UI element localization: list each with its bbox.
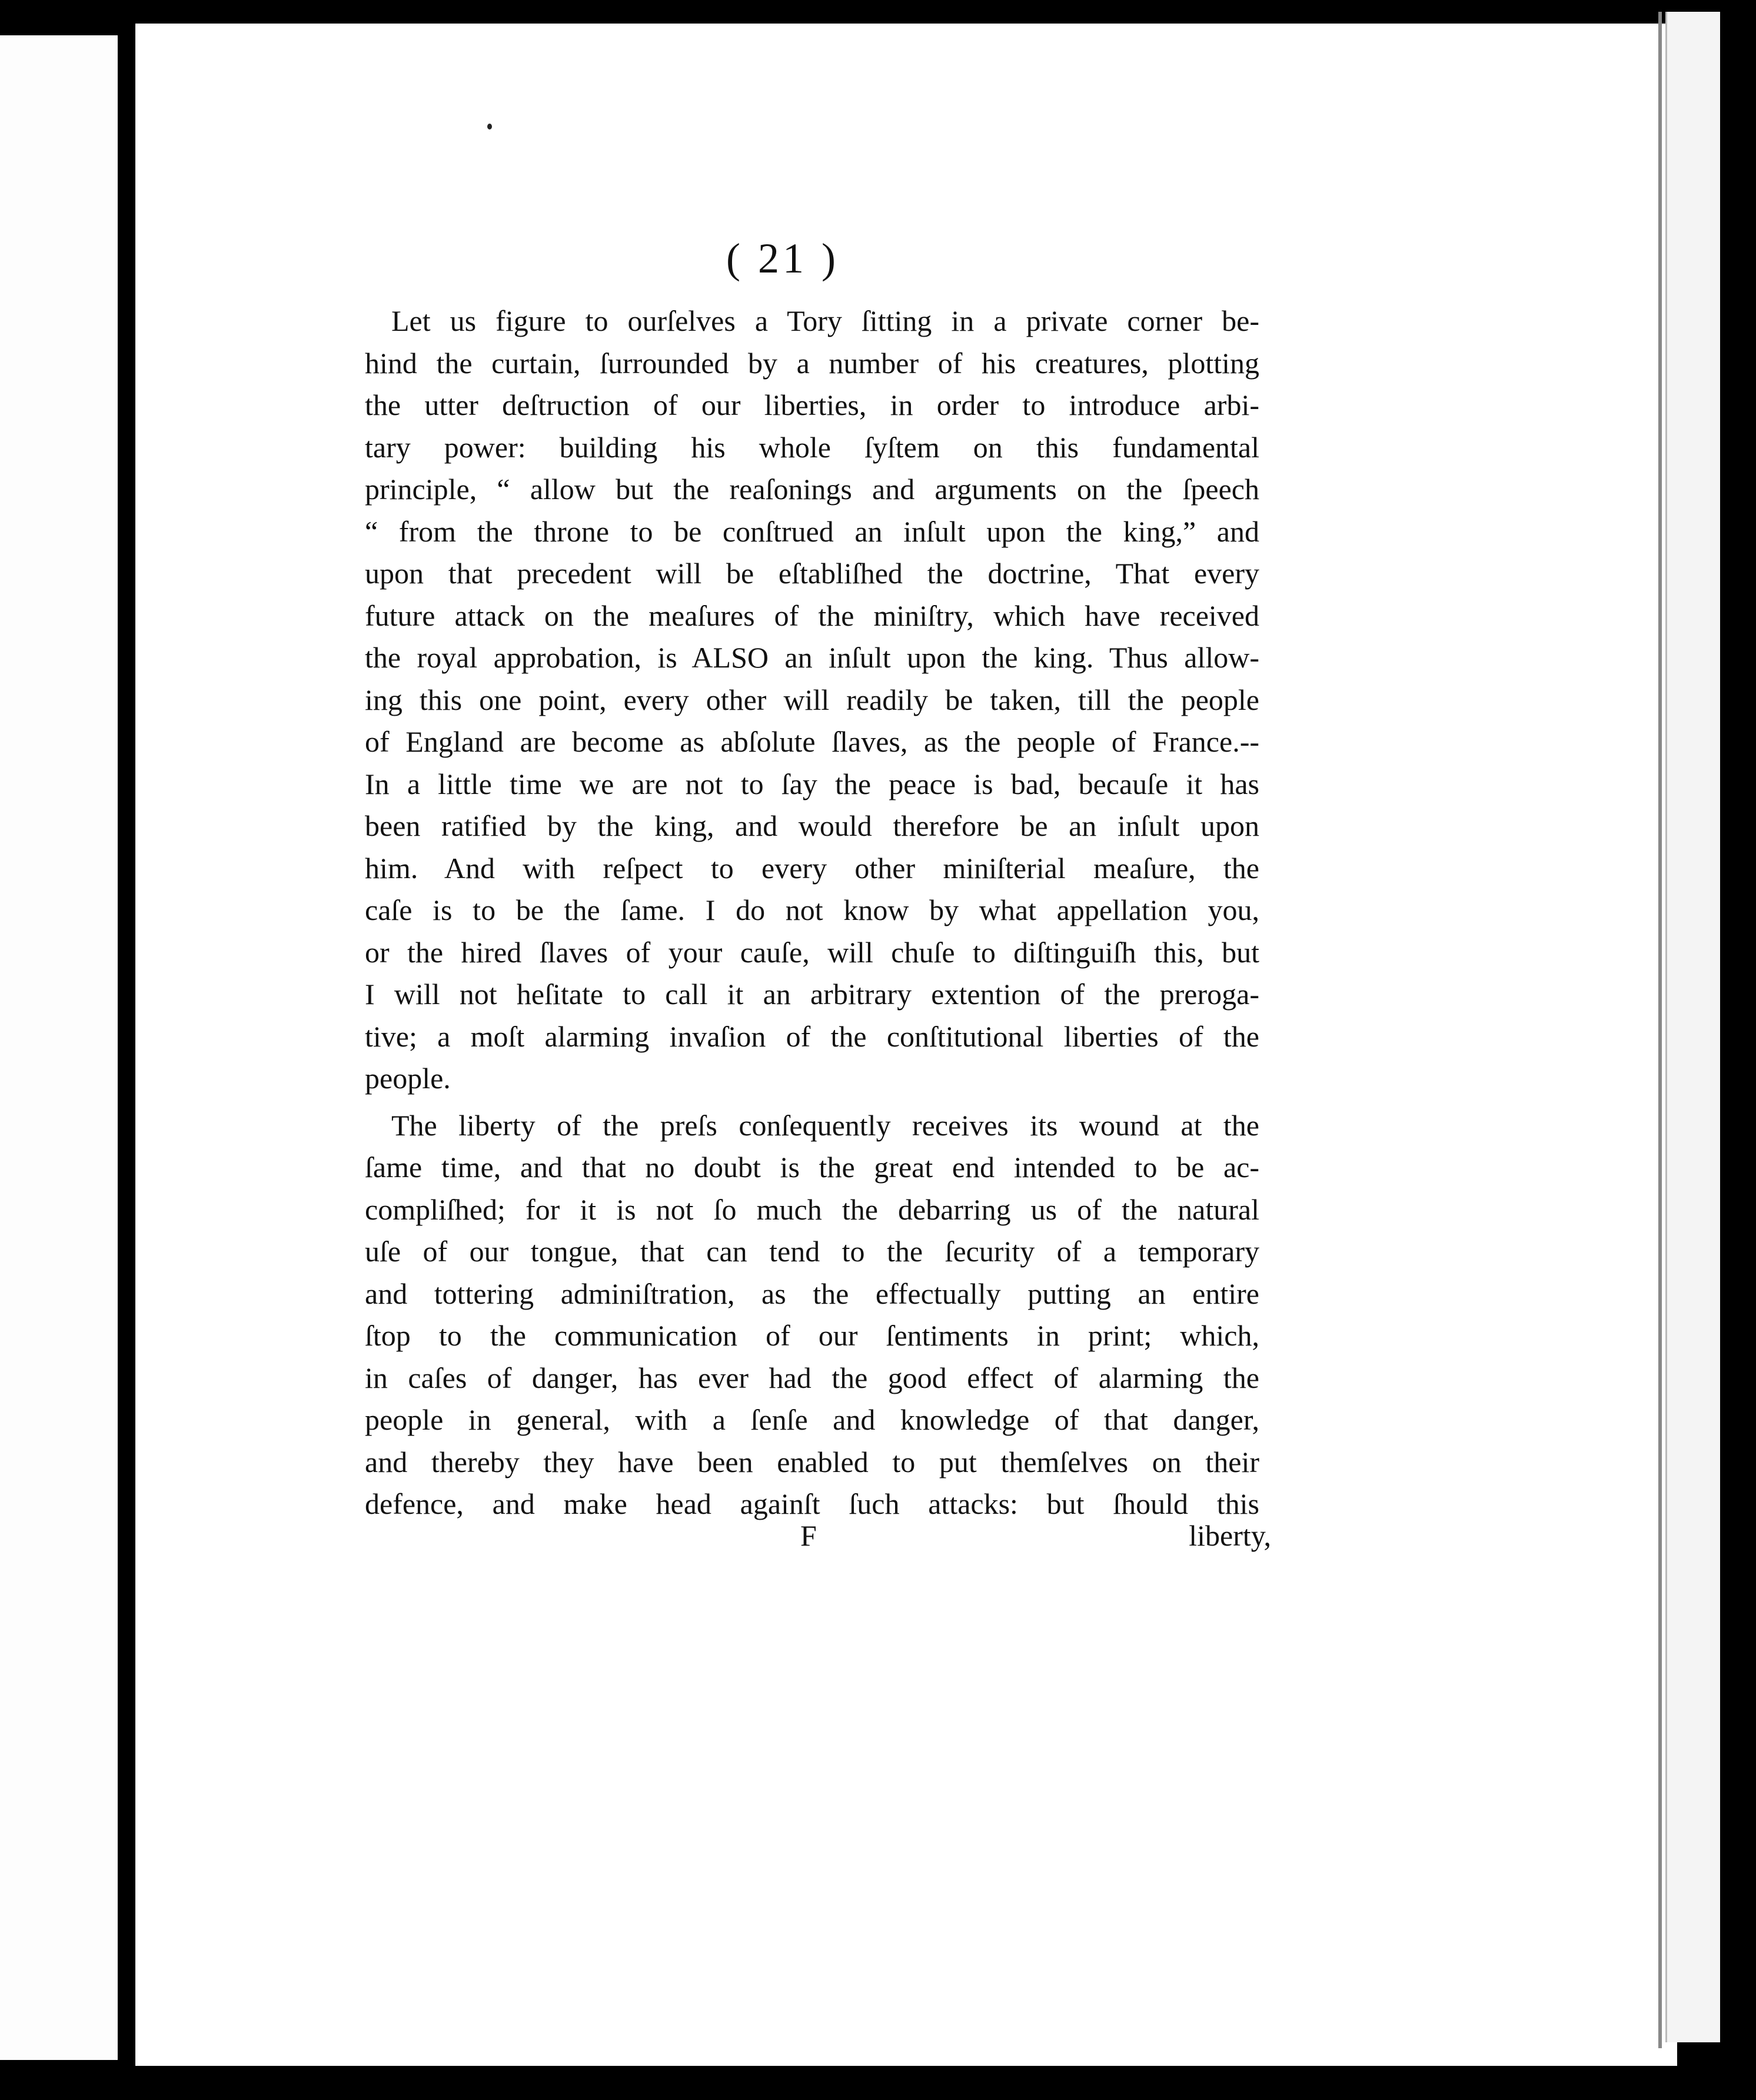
page-footer — [365, 1518, 1271, 1560]
text-line: tive; a moſt alarming invaſion of the conſtitutional liberties of the — [365, 1019, 1259, 1053]
body-text — [365, 300, 1259, 1526]
text-line: “ from the throne to be conſtrued an inſult upon the king,” and — [365, 514, 1259, 548]
text-line: the royal approbation, is ALSO an inſult upon the king. Thus allow- — [365, 641, 1259, 674]
text-line: people in general, with a ſenſe and knowledge of that danger, — [365, 1403, 1259, 1436]
paragraph-2 — [365, 1105, 1259, 1526]
text-line: and thereby they have been enabled to put themſelves on their — [365, 1445, 1259, 1478]
next-leaf-edge — [1665, 12, 1720, 2042]
text-line: future attack on the meaſures of the miniſtry, which have received — [365, 599, 1259, 632]
text-line: I will not heſitate to call it an arbitrary extention of the preroga- — [365, 978, 1259, 1011]
text-line: ing this one point, every other will readily be taken, till the people — [365, 683, 1259, 716]
text-line: In a little time we are not to ſay the peace is bad, becauſe it has — [365, 767, 1259, 800]
text-line: caſe is to be the ſame. I do not know by what appellation you, — [365, 893, 1259, 926]
text-line: ſame time, and that no doubt is the great end intended to be ac- — [365, 1151, 1259, 1184]
text-line: principle, “ allow but the reaſonings and arguments on the ſpeech — [365, 473, 1259, 506]
text-line: of England are become as abſolute ſlaves, as the people of France.-- — [365, 725, 1259, 758]
page-edge-shadow — [1658, 12, 1662, 2048]
text-line: The liberty of the preſs conſequently receives its wound at the — [391, 1108, 1259, 1142]
text-line: compliſhed; for it is not ſo much the debarring us of the natural — [365, 1192, 1259, 1226]
text-line: in caſes of danger, has ever had the good effect of alarming the — [365, 1361, 1259, 1394]
text-line: and tottering adminiſtration, as the effectually putting an entire — [365, 1277, 1259, 1310]
signature-mark: F — [800, 1519, 817, 1552]
text-line: hind the curtain, ſurrounded by a number of his creatures, plotting — [365, 346, 1259, 380]
text-line: people. — [365, 1062, 451, 1095]
text-line: ſtop to the communication of our ſentiments in print; which, — [365, 1319, 1259, 1352]
text-line: Let us figure to ourſelves a Tory ſitting in a private corner be- — [391, 304, 1259, 337]
text-line: upon that precedent will be eſtabliſhed the doctrine, That every — [365, 557, 1259, 590]
ink-speck — [487, 124, 492, 129]
text-line: the utter deſtruction of our liberties, in order to introduce arbi- — [365, 388, 1259, 421]
text-line: defence, and make head againſt ſuch attacks: but ſhould this — [365, 1487, 1259, 1520]
paragraph-1 — [365, 300, 1259, 1100]
text-line: or the hired ſlaves of your cauſe, will chuſe to diſtinguiſh this, but — [365, 935, 1259, 969]
text-line: been ratified by the king, and would therefore be an inſult upon — [365, 809, 1259, 842]
paragraph-gap — [365, 1100, 1259, 1105]
book-gutter — [118, 24, 135, 2072]
text-line: him. And with reſpect to every other miniſterial meaſure, the — [365, 851, 1259, 885]
page-number: ( 21 ) — [726, 235, 839, 282]
facing-page-edge — [0, 35, 118, 2060]
text-line: uſe of our tongue, that can tend to the ſecurity of a temporary — [365, 1235, 1259, 1268]
text-line: tary power: building his whole ſyſtem on this fundamental — [365, 430, 1259, 464]
catchword: liberty, — [1189, 1519, 1271, 1552]
